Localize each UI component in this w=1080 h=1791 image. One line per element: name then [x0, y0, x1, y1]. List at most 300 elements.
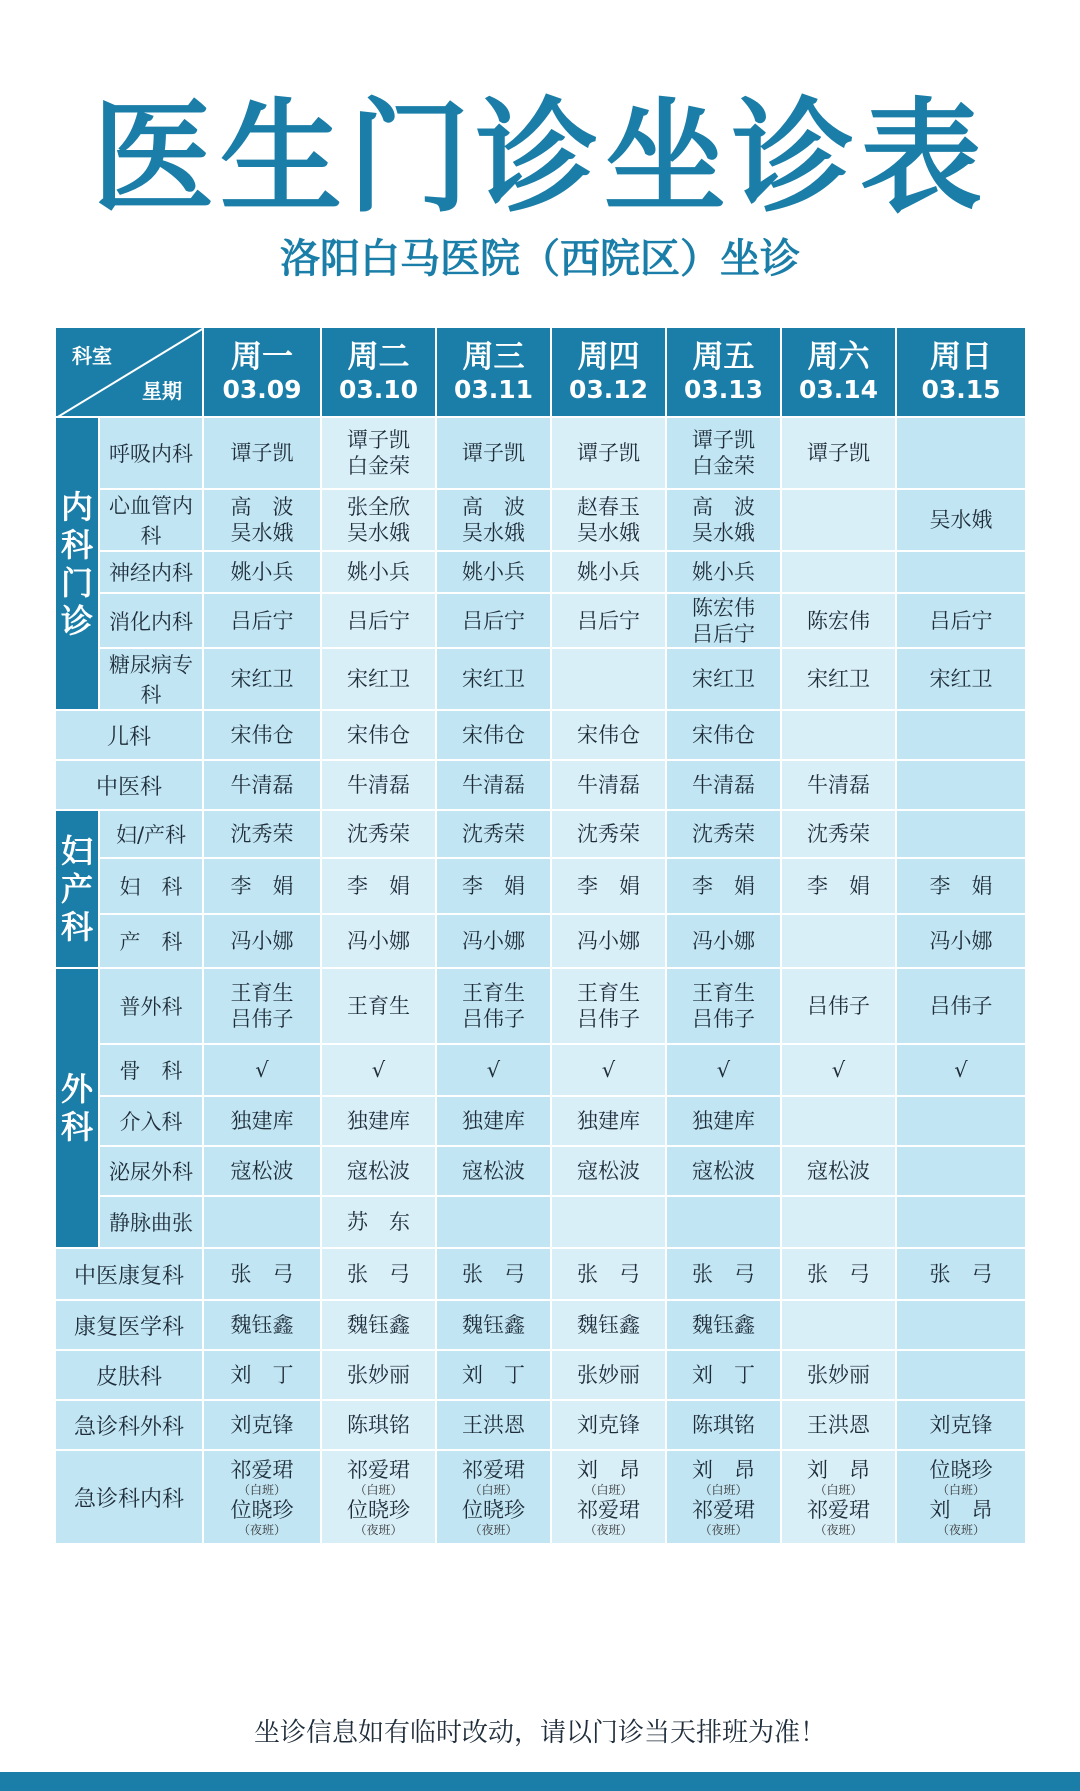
header-day-5: 周五 03.13 — [666, 327, 781, 417]
schedule-cell — [666, 914, 781, 968]
shift-label: （白班） — [814, 1483, 863, 1497]
table-row — [55, 417, 1026, 489]
doctor-name: √ — [716, 1058, 731, 1082]
header-day-6: 周六 03.14 — [781, 327, 896, 417]
schedule-cell — [436, 1350, 551, 1400]
doctor-name: 刘 昂 — [929, 1498, 993, 1522]
schedule-cell — [666, 1248, 781, 1300]
doctor-name: 宋伟仓 — [347, 723, 410, 747]
doctor-name: 牛清磊 — [692, 773, 755, 797]
schedule-cell — [666, 648, 781, 710]
doctor-name: 王育生 — [230, 981, 294, 1005]
schedule-cell — [781, 417, 896, 489]
schedule-cell — [551, 710, 666, 760]
doctor-name: 吕伟子 — [230, 1007, 294, 1031]
schedule-cell — [781, 1196, 896, 1248]
table-row — [55, 968, 1026, 1044]
doctor-name: √ — [371, 1058, 386, 1082]
schedule-cell — [896, 1248, 1026, 1300]
doctor-name: 吴水娥 — [347, 521, 410, 545]
doctor-name: 位晓珍 — [462, 1498, 525, 1522]
schedule-cell — [321, 1044, 436, 1096]
doctor-name: 宋红卫 — [807, 667, 870, 691]
table-row — [55, 810, 1026, 858]
doctor-name: 刘 丁 — [230, 1363, 294, 1387]
schedule-cell — [666, 593, 781, 648]
schedule-cell — [666, 1450, 781, 1544]
schedule-cell — [896, 968, 1026, 1044]
schedule-cell — [436, 1248, 551, 1300]
schedule-cell — [781, 1248, 896, 1300]
doctor-name: 位晓珍 — [230, 1498, 294, 1522]
doctor-name: 王洪恩 — [807, 1413, 870, 1437]
doctor-name: 张全欣 — [347, 495, 410, 519]
doctor-name: 祁爱珺 — [807, 1498, 870, 1522]
doctor-name: 宋伟仓 — [462, 723, 525, 747]
doctor-name: 冯小娜 — [347, 929, 410, 953]
doctor-name: 冯小娜 — [929, 929, 993, 953]
table-row — [55, 1248, 1026, 1300]
header-day-7: 周日 03.15 — [896, 327, 1026, 417]
shift-label: （白班） — [936, 1483, 985, 1497]
doctor-name: 位晓珍 — [929, 1458, 993, 1482]
doctor-name: 宋伟仓 — [692, 723, 755, 747]
group-label: 内 科 门 诊 — [55, 417, 99, 710]
doctor-name: 寇松波 — [462, 1159, 525, 1183]
schedule-cell — [321, 417, 436, 489]
doctor-name: 宋伟仓 — [577, 723, 640, 747]
doctor-name: 刘 昂 — [577, 1458, 640, 1482]
schedule-cell — [321, 1300, 436, 1350]
doctor-name: 祁爱珺 — [347, 1458, 410, 1482]
dept-label: 介入科 — [99, 1096, 203, 1146]
dept-label: 心血管内科 — [99, 489, 203, 551]
schedule-cell — [203, 1248, 321, 1300]
schedule-cell — [321, 551, 436, 593]
doctor-name: 谭子凯 — [692, 428, 755, 452]
doctor-name: √ — [831, 1058, 846, 1082]
schedule-body — [55, 417, 1026, 1544]
schedule-cell — [781, 551, 896, 593]
dept-label: 泌尿外科 — [99, 1146, 203, 1196]
schedule-cell — [666, 710, 781, 760]
schedule-cell — [551, 914, 666, 968]
dept-label: 中医科 — [55, 760, 203, 810]
doctor-name: 吴水娥 — [577, 521, 640, 545]
doctor-name: 宋红卫 — [230, 667, 294, 691]
doctor-name: 魏钰鑫 — [577, 1313, 640, 1337]
doctor-name: 宋红卫 — [929, 667, 993, 691]
doctor-name: 寇松波 — [347, 1159, 410, 1183]
doctor-name: 张 弓 — [462, 1262, 525, 1286]
schedule-cell — [896, 417, 1026, 489]
schedule-cell — [436, 810, 551, 858]
doctor-name: 吴水娥 — [929, 508, 993, 532]
schedule-cell — [321, 810, 436, 858]
doctor-name: 宋红卫 — [347, 667, 410, 691]
schedule-cell — [203, 551, 321, 593]
corner-dept-label: 科室 — [72, 344, 112, 368]
schedule-cell — [551, 760, 666, 810]
doctor-name: 姚小兵 — [577, 560, 640, 584]
header-day-3: 周三 03.11 — [436, 327, 551, 417]
doctor-name: 独建库 — [577, 1109, 640, 1133]
doctor-name: 刘 丁 — [692, 1363, 755, 1387]
doctor-name: √ — [954, 1058, 968, 1082]
header-day-4: 周四 03.12 — [551, 327, 666, 417]
schedule-cell — [666, 1196, 781, 1248]
schedule-cell — [203, 968, 321, 1044]
doctor-name: 祁爱珺 — [577, 1498, 640, 1522]
schedule-cell — [203, 760, 321, 810]
doctor-name: 陈宏伟 — [807, 608, 870, 633]
doctor-name: 王育生 — [347, 994, 410, 1018]
shift-label: （夜班） — [469, 1523, 518, 1537]
schedule-cell — [666, 858, 781, 914]
doctor-name: 位晓珍 — [347, 1498, 410, 1522]
table-row — [55, 551, 1026, 593]
table-row — [55, 1400, 1026, 1450]
schedule-cell — [551, 1400, 666, 1450]
doctor-name: 刘克锋 — [929, 1413, 993, 1437]
schedule-cell — [781, 968, 896, 1044]
doctor-name: 陈宏伟 — [692, 595, 755, 620]
shift-label: （夜班） — [814, 1523, 863, 1537]
schedule-cell — [781, 1096, 896, 1146]
schedule-cell — [321, 648, 436, 710]
doctor-name: 冯小娜 — [230, 929, 294, 953]
schedule-cell — [321, 914, 436, 968]
doctor-name: 李 娟 — [462, 874, 525, 898]
doctor-name: 寇松波 — [692, 1159, 755, 1183]
doctor-name: 陈琪铭 — [692, 1413, 755, 1437]
table-row — [55, 1350, 1026, 1400]
header-row — [55, 327, 1026, 417]
schedule-cell — [321, 1400, 436, 1450]
schedule-cell — [436, 1450, 551, 1544]
schedule-cell — [436, 914, 551, 968]
schedule-cell — [203, 417, 321, 489]
doctor-name: 李 娟 — [347, 874, 410, 898]
schedule-cell — [781, 1350, 896, 1400]
doctor-name: 吕后宁 — [929, 608, 993, 633]
doctor-name: 王育生 — [692, 981, 755, 1005]
dept-label: 神经内科 — [99, 551, 203, 593]
shift-label: （白班） — [237, 1483, 286, 1497]
schedule-cell — [896, 1196, 1026, 1248]
schedule-cell — [551, 1300, 666, 1350]
doctor-name: 张 弓 — [929, 1262, 993, 1286]
schedule-cell — [781, 1300, 896, 1350]
schedule-cell — [203, 1196, 321, 1248]
schedule-cell — [436, 1044, 551, 1096]
header-day-2: 周二 03.10 — [321, 327, 436, 417]
table-row — [55, 1096, 1026, 1146]
schedule-cell — [781, 1450, 896, 1544]
schedule-cell — [896, 1300, 1026, 1350]
schedule-cell — [666, 489, 781, 551]
schedule-cell — [436, 489, 551, 551]
schedule-cell — [896, 489, 1026, 551]
shift-label: （夜班） — [584, 1523, 633, 1537]
doctor-name: 姚小兵 — [230, 560, 294, 584]
doctor-name: 李 娟 — [807, 874, 870, 898]
doctor-name: 谭子凯 — [807, 441, 870, 465]
doctor-name: √ — [255, 1058, 269, 1082]
doctor-name: 王育生 — [462, 981, 525, 1005]
page-title: 医生门诊坐诊表 — [92, 87, 988, 229]
doctor-name: 牛清磊 — [230, 773, 294, 797]
doctor-name: 吕后宁 — [692, 621, 755, 646]
doctor-name: 刘克锋 — [577, 1413, 640, 1437]
doctor-name: 赵春玉 — [577, 495, 640, 519]
doctor-name: 独建库 — [692, 1109, 755, 1133]
doctor-name: 姚小兵 — [462, 560, 525, 584]
doctor-name: 张 弓 — [230, 1262, 294, 1286]
schedule-cell — [321, 1096, 436, 1146]
doctor-name: 祁爱珺 — [230, 1458, 294, 1482]
doctor-name: 吴水娥 — [692, 521, 755, 545]
schedule-cell — [896, 1044, 1026, 1096]
schedule-cell — [203, 489, 321, 551]
schedule-cell — [436, 968, 551, 1044]
doctor-name: 寇松波 — [577, 1159, 640, 1183]
schedule-cell — [203, 710, 321, 760]
schedule-cell — [203, 858, 321, 914]
schedule-cell — [436, 648, 551, 710]
schedule-cell — [551, 1044, 666, 1096]
schedule-cell — [436, 1096, 551, 1146]
schedule-cell — [321, 1248, 436, 1300]
doctor-name: 张妙丽 — [347, 1363, 410, 1387]
shift-label: （夜班） — [237, 1523, 286, 1537]
schedule-cell — [203, 1044, 321, 1096]
doctor-name: √ — [601, 1058, 616, 1082]
doctor-name: 吕伟子 — [692, 1007, 755, 1031]
doctor-name: 高 波 — [230, 495, 294, 519]
schedule-cell — [666, 1400, 781, 1450]
doctor-name: 牛清磊 — [462, 773, 525, 797]
schedule-cell — [321, 760, 436, 810]
table-row — [55, 1450, 1026, 1544]
schedule-cell — [436, 1400, 551, 1450]
doctor-name: 刘 昂 — [807, 1458, 870, 1482]
doctor-name: 吕后宁 — [347, 608, 410, 633]
schedule-cell — [551, 810, 666, 858]
shift-label: （夜班） — [699, 1523, 748, 1537]
schedule-cell — [551, 648, 666, 710]
doctor-name: 沈秀荣 — [692, 822, 755, 846]
schedule-cell — [321, 593, 436, 648]
dept-label: 普外科 — [99, 968, 203, 1044]
doctor-name: 宋红卫 — [692, 667, 755, 691]
dept-label: 中医康复科 — [55, 1248, 203, 1300]
schedule-cell — [436, 858, 551, 914]
dept-label: 糖尿病专科 — [99, 648, 203, 710]
schedule-cell — [781, 593, 896, 648]
doctor-name: 高 波 — [462, 495, 525, 519]
schedule-cell — [551, 1248, 666, 1300]
schedule-cell — [203, 1400, 321, 1450]
schedule-cell — [321, 489, 436, 551]
schedule-cell — [551, 1196, 666, 1248]
doctor-name: 陈琪铭 — [347, 1413, 410, 1437]
schedule-cell — [203, 1300, 321, 1350]
schedule-cell — [203, 1350, 321, 1400]
schedule-cell — [896, 1350, 1026, 1400]
schedule-cell — [896, 1450, 1026, 1544]
schedule-cell — [781, 1146, 896, 1196]
doctor-name: 谭子凯 — [347, 428, 410, 452]
doctor-name: 牛清磊 — [577, 773, 640, 797]
schedule-cell — [203, 648, 321, 710]
schedule-cell — [781, 760, 896, 810]
doctor-name: 刘克锋 — [230, 1413, 294, 1437]
schedule-cell — [896, 1096, 1026, 1146]
doctor-name: 张 弓 — [807, 1262, 870, 1286]
dept-label: 急诊科外科 — [55, 1400, 203, 1450]
doctor-name: 吕伟子 — [807, 994, 870, 1018]
doctor-name: 高 波 — [692, 495, 755, 519]
schedule-cell — [896, 1146, 1026, 1196]
doctor-name: 冯小娜 — [692, 929, 755, 953]
dept-label: 静脉曲张 — [99, 1196, 203, 1248]
shift-label: （白班） — [354, 1483, 403, 1497]
schedule-cell — [896, 810, 1026, 858]
schedule-cell — [896, 1400, 1026, 1450]
table-row — [55, 489, 1026, 551]
doctor-name: 寇松波 — [230, 1159, 294, 1183]
group-label: 外 科 — [55, 968, 99, 1248]
schedule-cell — [321, 710, 436, 760]
schedule-cell — [321, 858, 436, 914]
doctor-name: 魏钰鑫 — [347, 1313, 410, 1337]
schedule-cell — [436, 1146, 551, 1196]
doctor-name: 谭子凯 — [462, 441, 525, 465]
schedule-cell — [666, 760, 781, 810]
doctor-name: 吕伟子 — [577, 1007, 640, 1031]
schedule-cell — [666, 417, 781, 489]
corner-week-label: 星期 — [142, 379, 182, 403]
table-row — [55, 710, 1026, 760]
header-corner — [55, 327, 203, 417]
schedule-cell — [896, 760, 1026, 810]
doctor-name: 张妙丽 — [807, 1363, 870, 1387]
dept-label: 急诊科内科 — [55, 1450, 203, 1544]
schedule-cell — [436, 551, 551, 593]
doctor-name: 张 弓 — [347, 1262, 410, 1286]
schedule-cell — [203, 1096, 321, 1146]
doctor-name: 王洪恩 — [462, 1413, 525, 1437]
table-row — [55, 1196, 1026, 1248]
schedule-cell — [551, 1096, 666, 1146]
dept-label: 康复医学科 — [55, 1300, 203, 1350]
doctor-name: 牛清磊 — [807, 773, 870, 797]
schedule-cell — [551, 489, 666, 551]
doctor-name: 冯小娜 — [577, 929, 640, 953]
doctor-name: 沈秀荣 — [807, 822, 870, 846]
doctor-name: 宋伟仓 — [230, 723, 294, 747]
doctor-name: 祁爱珺 — [692, 1498, 755, 1522]
table-row — [55, 593, 1026, 648]
header-day-1: 周一 03.09 — [203, 327, 321, 417]
shift-label: （夜班） — [354, 1523, 403, 1537]
doctor-name: 沈秀荣 — [462, 822, 525, 846]
schedule-cell — [781, 810, 896, 858]
footer-note: 坐诊信息如有临时改动，请以门诊当天排班为准！ — [253, 1718, 826, 1748]
dept-label: 妇 科 — [99, 858, 203, 914]
doctor-name: 吕后宁 — [230, 608, 294, 633]
shift-label: （白班） — [699, 1483, 748, 1497]
schedule-cell — [781, 1400, 896, 1450]
doctor-name: 独建库 — [230, 1109, 294, 1133]
table-row — [55, 1300, 1026, 1350]
doctor-name: 刘 丁 — [462, 1363, 525, 1387]
doctor-name: 李 娟 — [929, 874, 993, 898]
schedule-cell — [551, 1450, 666, 1544]
doctor-name: 独建库 — [462, 1109, 525, 1133]
doctor-name: 独建库 — [347, 1109, 410, 1133]
schedule-cell — [781, 858, 896, 914]
table-row — [55, 1044, 1026, 1096]
schedule-cell — [896, 914, 1026, 968]
doctor-name: 刘 昂 — [692, 1458, 755, 1482]
doctor-name: 吕后宁 — [462, 608, 525, 633]
schedule-cell — [781, 914, 896, 968]
dept-label: 呼吸内科 — [99, 417, 203, 489]
doctor-name: 姚小兵 — [692, 560, 755, 584]
doctor-name: 魏钰鑫 — [462, 1313, 525, 1337]
doctor-name: √ — [486, 1058, 501, 1082]
bottom-bar — [0, 1772, 1080, 1791]
schedule-cell — [666, 968, 781, 1044]
schedule-cell — [666, 1096, 781, 1146]
schedule-cell — [436, 710, 551, 760]
schedule-cell — [203, 593, 321, 648]
schedule-cell — [321, 1146, 436, 1196]
schedule-cell — [551, 593, 666, 648]
schedule-cell — [551, 968, 666, 1044]
doctor-name: 张 弓 — [577, 1262, 640, 1286]
group-label: 妇 产 科 — [55, 810, 99, 968]
schedule-cell — [896, 648, 1026, 710]
schedule-cell — [781, 1044, 896, 1096]
doctor-name: 吕伟子 — [929, 994, 993, 1018]
dept-label: 儿科 — [55, 710, 203, 760]
doctor-name: 沈秀荣 — [577, 822, 640, 846]
schedule-cell — [551, 858, 666, 914]
table-row — [55, 914, 1026, 968]
schedule-cell — [666, 1300, 781, 1350]
doctor-name: 吕伟子 — [462, 1007, 525, 1031]
doctor-name: 魏钰鑫 — [230, 1313, 294, 1337]
schedule-cell — [551, 1146, 666, 1196]
doctor-name: 吴水娥 — [230, 521, 294, 545]
schedule-cell — [896, 551, 1026, 593]
dept-label: 皮肤科 — [55, 1350, 203, 1400]
dept-label: 消化内科 — [99, 593, 203, 648]
doctor-name: 姚小兵 — [347, 560, 410, 584]
schedule-cell — [321, 968, 436, 1044]
schedule-cell — [321, 1196, 436, 1248]
dept-label: 妇/产科 — [99, 810, 203, 858]
doctor-name: 白金荣 — [692, 454, 755, 478]
schedule-cell — [203, 810, 321, 858]
schedule-cell — [436, 760, 551, 810]
schedule-cell — [781, 710, 896, 760]
doctor-name: 宋红卫 — [462, 667, 525, 691]
dept-label: 产 科 — [99, 914, 203, 968]
